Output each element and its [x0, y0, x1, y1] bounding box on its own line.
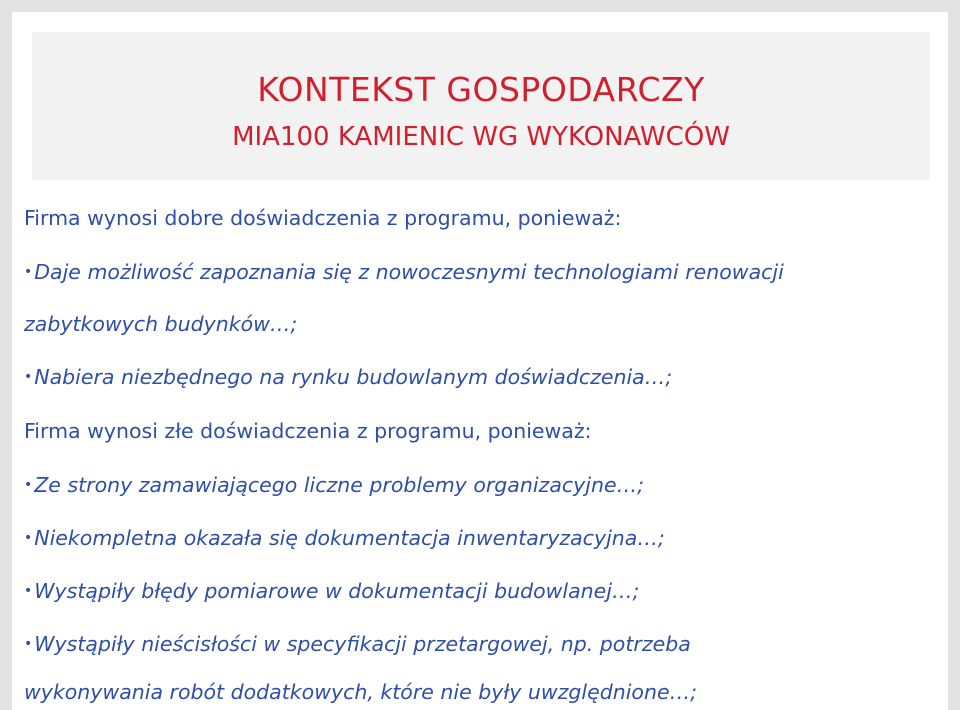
bullet-continuation: zabytkowych budynków…; — [24, 312, 298, 336]
bullet-continuation: wykonywania robót dodatkowych, które nie były uwzględnione…; — [24, 680, 697, 704]
bullet-text: Wystąpiły nieścisłości w specyfikacji przetargowej, np. potrzeba — [34, 632, 691, 656]
bullet-icon: • — [24, 583, 33, 599]
bullet-text: Wystąpiły błędy pomiarowe w dokumentacji budowlanej…; — [34, 579, 640, 603]
slide — [12, 12, 948, 710]
bad-intro: Firma wynosi złe doświadczenia z programu, ponieważ: — [24, 419, 592, 443]
bullet-icon: • — [24, 369, 33, 385]
bullet-item — [24, 526, 924, 550]
bullet-text: Daje możliwość zapoznania się z nowoczesnymi technologiami renowacji — [34, 260, 784, 284]
bullet-item — [24, 632, 924, 656]
good-intro: Firma wynosi dobre doświadczenia z programu, ponieważ: — [24, 206, 622, 230]
bullet-item — [24, 260, 924, 284]
title-box — [32, 32, 930, 180]
bullet-text: Niekompletna okazała się dokumentacja inwentaryzacyjna…; — [34, 526, 665, 550]
bullet-text: Nabiera niezbędnego na rynku budowlanym doświadczenia…; — [34, 365, 673, 389]
bullet-item — [24, 365, 924, 389]
bullet-icon: • — [24, 477, 33, 493]
slide-subtitle: MIA100 KAMIENIC WG WYKONAWCÓW — [232, 122, 730, 152]
bullet-text: Ze strony zamawiającego liczne problemy organizacyjne…; — [34, 473, 644, 497]
slide-title: KONTEKST GOSPODARCZY — [257, 70, 705, 109]
bullet-item — [24, 473, 924, 497]
bullet-icon: • — [24, 636, 33, 652]
bullet-icon: • — [24, 264, 33, 280]
bullet-item — [24, 579, 924, 603]
bullet-icon: • — [24, 530, 33, 546]
